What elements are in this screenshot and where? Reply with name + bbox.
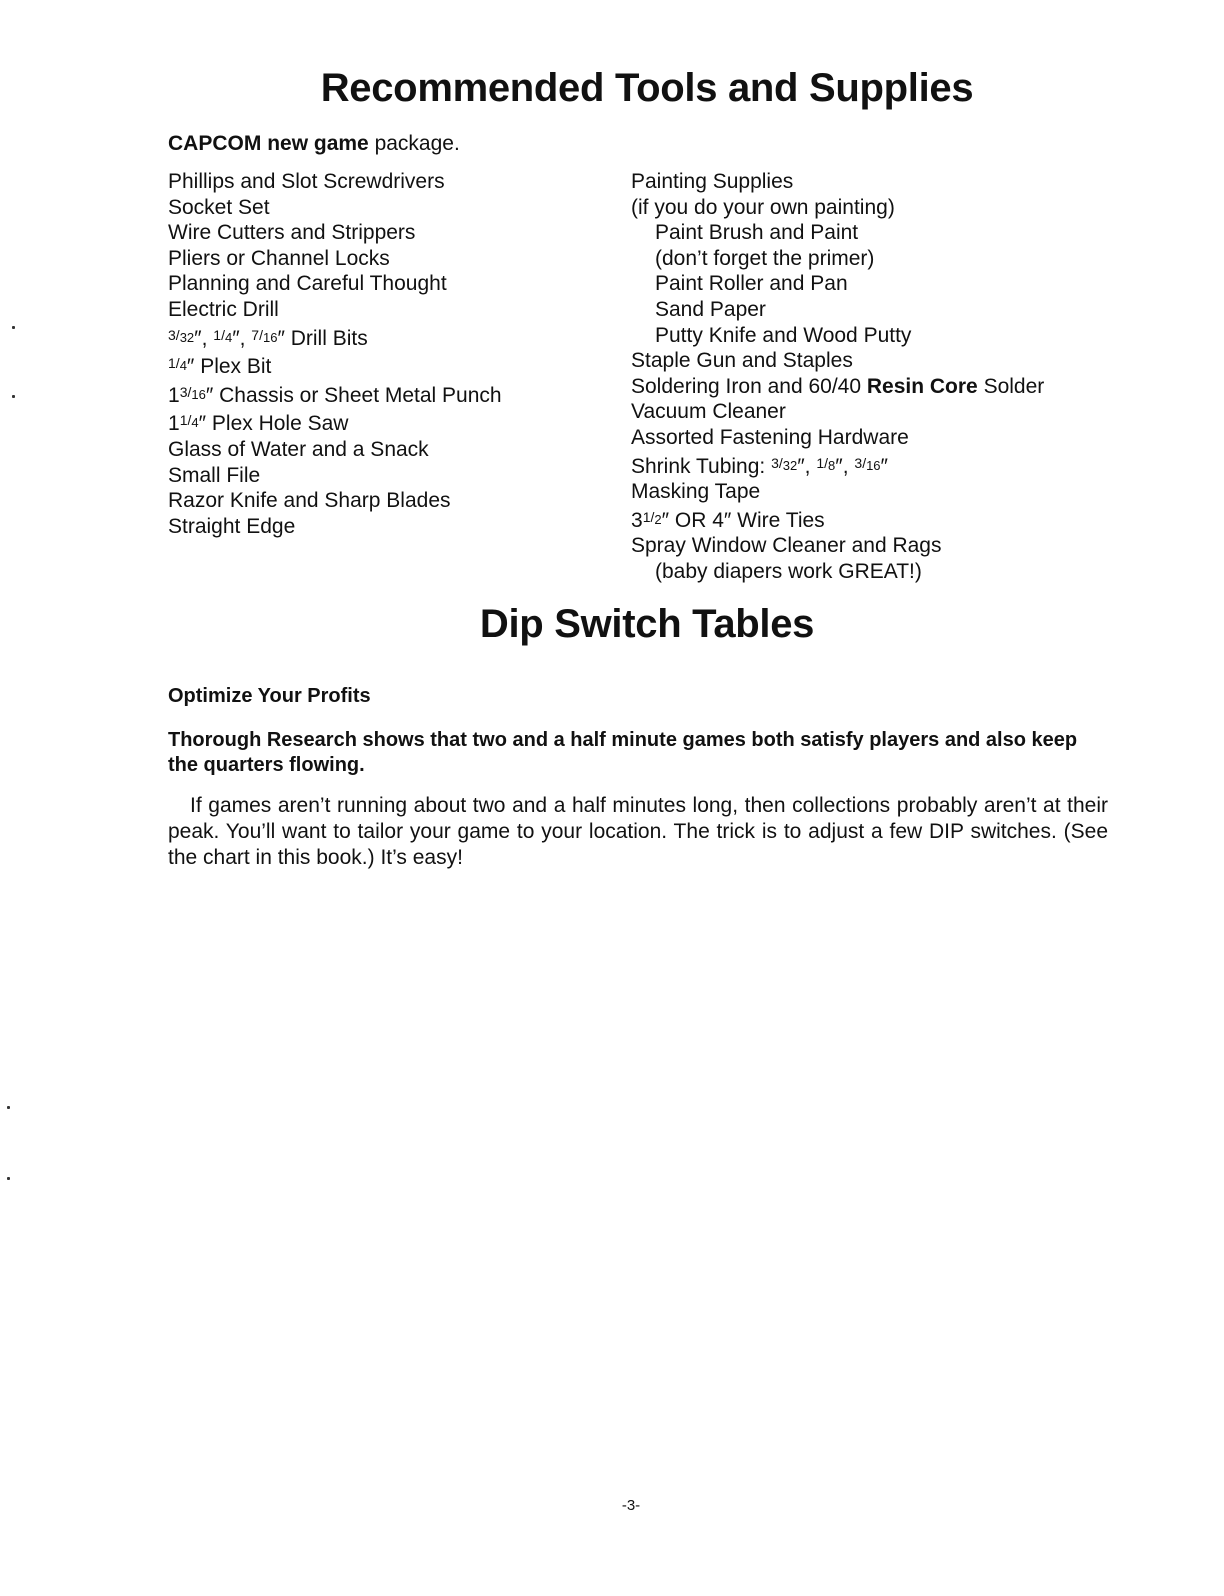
list-item: Straight Edge	[168, 514, 296, 538]
list-item: Socket Set	[168, 195, 270, 219]
page-number: -3-	[621, 1497, 641, 1514]
page-title-dip-switch: Dip Switch Tables	[479, 602, 815, 646]
list-item: Razor Knife and Sharp Blades	[168, 489, 451, 513]
list-item: Paint Brush and Paint	[655, 221, 859, 245]
list-item: Wire Cutters and Strippers	[168, 221, 416, 245]
body-paragraph: If games aren’t running about two and a half minutes long, then collections probably aren’t at their peak. You’ll want to tailor your game to your location. The trick is to adjust a few DIP switches. (See the chart in this book.) It’s easy!	[168, 794, 1108, 869]
list-item: Staple Gun and Staples	[631, 349, 853, 373]
list-item: (baby diapers work GREAT!)	[655, 559, 922, 583]
list-item: Spray Window Cleaner and Rags	[631, 534, 942, 558]
list-item-drill-bits: $^{3/_{32}}$″, $^{1/_4}$″, $^{7/_{16}}$″ Drill Bits	[168, 326, 368, 350]
list-item: Assorted Fastening Hardware	[631, 425, 909, 449]
intro-line	[168, 132, 460, 156]
list-item-shrink-tubing: Shrink Tubing: $^{3/_{32}}$″, $^{1/_8}$″, $^{3/_{16}}$″	[631, 454, 888, 478]
list-item-wire-ties: $3^{1/_2}''$ OR 4″ Wire Ties	[631, 508, 825, 532]
list-item: Planning and Careful Thought	[168, 272, 447, 296]
list-item: Phillips and Slot Screwdrivers	[168, 170, 445, 193]
intro-brand: CAPCOM	[168, 132, 262, 155]
scan-speck	[12, 326, 15, 329]
list-item: Masking Tape	[631, 480, 761, 504]
list-item: Glass of Water and a Snack	[168, 437, 429, 461]
list-item: Vacuum Cleaner	[631, 400, 786, 424]
section-subheading: Optimize Your Profits	[168, 685, 371, 707]
list-item: Painting Supplies	[631, 170, 794, 193]
list-item-hole-saw: $1^{1/_4}''$ Plex Hole Saw	[168, 412, 349, 436]
list-item: (if you do your own painting)	[631, 195, 895, 219]
list-item: Putty Knife and Wood Putty	[655, 323, 912, 347]
list-item: Sand Paper	[655, 297, 766, 321]
list-item-plex-bit: $^{1/_4}$″ Plex Bit	[168, 355, 272, 379]
page-title-tools: Recommended Tools and Supplies	[320, 66, 974, 110]
list-item: Pliers or Channel Locks	[168, 246, 390, 270]
lead-paragraph: Thorough Research shows that two and a half minute games both satisfy players and also keep the quarters flowing.	[168, 729, 1078, 776]
list-item: (don’t forget the primer)	[655, 246, 875, 270]
tools-list-right	[631, 169, 1044, 585]
list-item: Small File	[168, 463, 261, 487]
intro-rest: package.	[374, 132, 460, 155]
intro-new-game: new game	[267, 132, 369, 155]
scan-speck	[7, 1177, 10, 1180]
list-item-solder: Soldering Iron and 60/40 Resin Core Solder	[631, 374, 1045, 398]
list-item-punch: $1^{3/_{16}}''$ Chassis or Sheet Metal Punch	[168, 383, 502, 407]
scan-speck	[12, 395, 15, 398]
tools-list-left	[168, 169, 502, 539]
list-item: Electric Drill	[168, 297, 279, 321]
scan-speck	[7, 1106, 10, 1109]
list-item: Paint Roller and Pan	[655, 272, 848, 296]
